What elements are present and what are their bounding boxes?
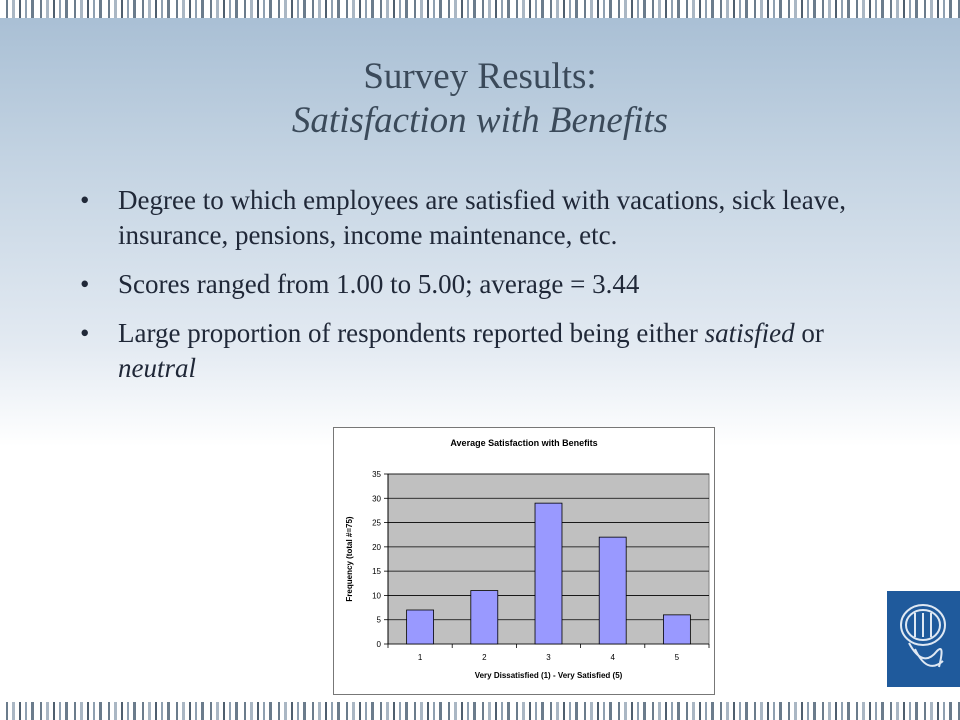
y-tick-label: 30 xyxy=(372,494,381,504)
y-tick-label: 35 xyxy=(372,470,381,479)
bullet-marker: • xyxy=(80,269,90,299)
bullet-marker: • xyxy=(80,318,90,348)
bullet-list xyxy=(80,183,860,400)
bar-chart xyxy=(333,427,715,695)
bullet-marker: • xyxy=(80,185,90,215)
top-decorative-stripes xyxy=(0,0,960,18)
x-tick-label: 2 xyxy=(482,653,487,662)
x-tick-label: 4 xyxy=(610,653,615,662)
bullet-item xyxy=(80,316,860,386)
x-tick-label: 3 xyxy=(546,653,551,662)
y-tick-label: 10 xyxy=(372,591,381,601)
chart-title: Average Satisfaction with Benefits xyxy=(450,438,598,448)
title-line-1: Survey Results: xyxy=(363,56,597,97)
x-tick-label: 1 xyxy=(417,653,423,662)
x-axis-label: Very Dissatisfied (1) - Very Satisfied (5) xyxy=(474,671,623,680)
x-tick-label: 5 xyxy=(674,653,680,662)
bar-4 xyxy=(599,537,626,644)
bar-chart-svg xyxy=(334,428,714,694)
y-tick-label: 5 xyxy=(376,615,381,625)
bullet-item xyxy=(80,183,860,253)
bullet-text: neutral xyxy=(118,353,196,383)
y-tick-label: 0 xyxy=(376,640,381,649)
slide-title xyxy=(0,55,960,143)
bar-5 xyxy=(663,615,690,644)
y-tick-label: 20 xyxy=(372,542,381,552)
y-axis-label: Frequency (total #=75) xyxy=(345,516,354,602)
university-logo xyxy=(887,591,960,687)
logo-emblem-icon xyxy=(887,591,960,687)
bar-2 xyxy=(471,591,498,644)
bullet-text: Degree to which employees are satisfied with vacations, sick leave, insurance, pensions, income maintenance, etc. xyxy=(118,185,846,250)
bullet-text: Large proportion of respondents reported being either xyxy=(118,318,705,348)
y-tick-label: 25 xyxy=(372,518,381,528)
bullet-text: or xyxy=(794,318,824,348)
y-tick-label: 15 xyxy=(372,567,381,577)
bottom-decorative-stripes xyxy=(0,702,960,720)
bullet-text: satisfied xyxy=(704,318,795,348)
title-line-2: Satisfaction with Benefits xyxy=(291,100,669,141)
bullet-item xyxy=(80,267,860,302)
bar-3 xyxy=(535,503,562,644)
bullet-text: Scores ranged from 1.00 to 5.00; average = 3.44 xyxy=(118,269,640,299)
bar-1 xyxy=(407,610,434,644)
